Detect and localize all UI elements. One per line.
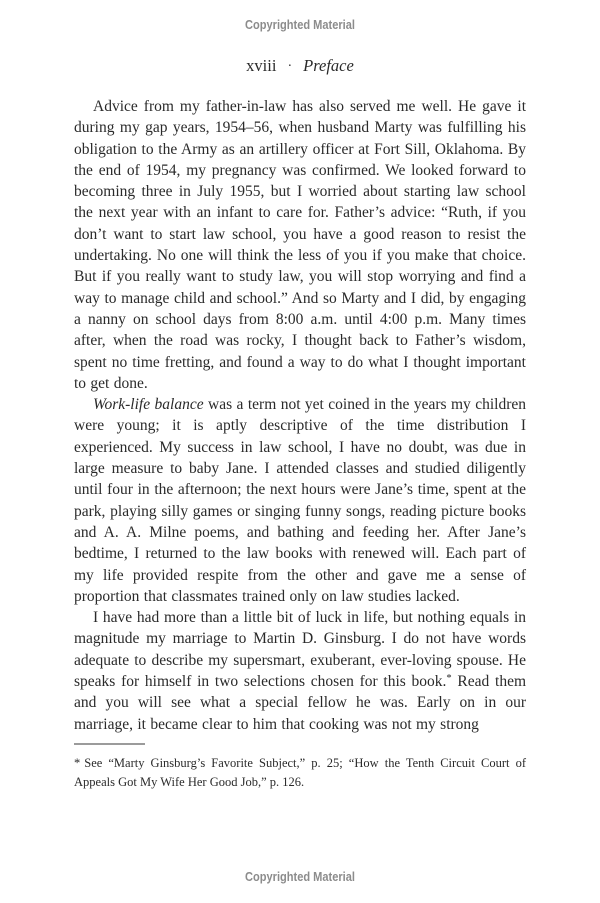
text-segment: * xyxy=(446,673,452,685)
running-header xyxy=(0,56,600,76)
section-title: Preface xyxy=(303,56,354,75)
text-segment: Read them and you will see what a special fellow he was. Early on in our marriage, it became clear to him that cooking was not my strong xyxy=(74,673,527,733)
paragraph-1 xyxy=(74,96,526,394)
footnote-area xyxy=(74,743,526,792)
page-number: xviii xyxy=(246,56,277,75)
footnote-marker: * xyxy=(74,756,81,770)
text-segment: I have had more than a little bit of luck in life, but nothing equals in magnitude my marriage to Martin D. Ginsburg. I do not have words adequate to describe my supersmart, exuberant, ever-loving spouse. He speaks for himself in two selections chosen for this book. xyxy=(74,609,526,691)
copyright-notice-bottom: Copyrighted Material xyxy=(245,869,355,884)
separator-dot: · xyxy=(287,59,293,74)
copyright-notice-top: Copyrighted Material xyxy=(245,17,355,32)
text-segment: Advice from my father-in-law has also served me well. He gave it during my gap years, 1954–56, when husband Marty was fulfilling his obligation to the Army as an artillery officer at Fort Sill, Oklahoma. By the end of 1954, my pregnancy was confirmed. We looked forward to becoming three in July 1955, but I worried about starting law school the next year with an infant to care for. Father’s advice: “Ruth, if you don’t want to start law school, you have a good reason to resist the undertaking. No one will think the less of you if you make that choice. But if you really want to study law, you will stop worrying and find a way to manage child and school.” And so Marty and I did, by engaging a nanny on school days from 8:00 a.m. until 4:00 p.m. Many times after, when the road was rocky, I thought back to Father’s wisdom, spent no time fretting, and found a way to do what I thought important to get done. xyxy=(74,98,526,392)
footnote-text: See “Marty Ginsburg’s Favorite Subject,” p. 25; “How the Tenth Circuit Court of Appeals Got My Wife Her Good Job,” p. 126. xyxy=(74,756,526,789)
footnote-divider xyxy=(74,743,145,745)
footnote xyxy=(74,754,526,792)
paragraph-2 xyxy=(74,394,526,607)
paragraph-3 xyxy=(74,607,526,735)
text-segment: was a term not yet coined in the years my children were young; it is aptly descriptive of the time distribution I experienced. My success in law school, I have no doubt, was due in large measure to baby Jane. I attended classes and studied diligently until four in the afternoon; the next hours were Jane’s time, spent at the park, playing silly games or singing funny songs, reading picture books and A. A. Milne poems, and bathing and feeding her. After Jane’s bedtime, I returned to the law books with renewed will. Each part of my life provided respite from the other and gave me a sense of proportion that classmates trained only on law studies lacked. xyxy=(74,396,526,605)
text-segment: Work-life balance xyxy=(93,396,204,414)
page-body xyxy=(74,96,526,735)
